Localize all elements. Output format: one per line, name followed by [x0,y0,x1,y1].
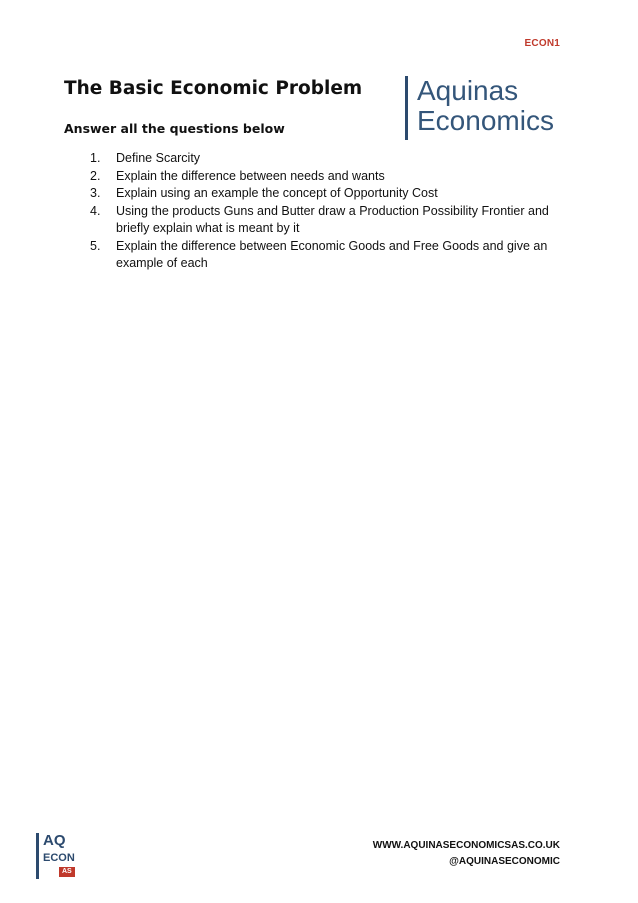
aquinas-economics-logo [405,76,554,140]
website-url: WWW.AQUINASECONOMICSAS.CO.UK [372,840,560,851]
logo-line-economics: Economics [417,105,554,136]
page-title: The Basic Economic Problem [64,78,363,99]
question-number: 4. [90,203,101,218]
logo-line-aquinas: Aquinas [417,75,519,106]
question-text: Using the products Guns and Butter draw a Production Possibility Frontier and briefly explain what is meant by it [116,203,549,235]
question-item [90,238,570,273]
question-number: 1. [90,151,101,165]
question-item [90,203,570,238]
footer-logo-econ: ECON [43,852,75,864]
document-code: ECON1 [524,38,560,49]
question-list [90,150,570,273]
question-item [90,168,570,186]
question-item [90,185,570,203]
footer-contact [373,838,560,870]
question-number: 2. [90,168,101,183]
question-text: Explain the difference between needs and wants [116,168,385,183]
instruction-text: Answer all the questions below [64,121,285,136]
question-text: Explain the difference between Economic Goods and Free Goods and give an example of each [116,238,548,270]
social-handle: @AQUINASECONOMIC [449,856,560,867]
aq-econ-as-logo [36,833,84,879]
question-number: 3. [90,186,101,200]
footer-logo-aq: AQ [43,832,66,849]
question-text: Define Scarcity [116,151,201,165]
question-item [90,150,570,168]
question-number: 5. [90,238,101,253]
footer-logo-as-badge: AS [59,867,75,877]
question-text: Explain using an example the concept of Opportunity Cost [116,186,438,200]
